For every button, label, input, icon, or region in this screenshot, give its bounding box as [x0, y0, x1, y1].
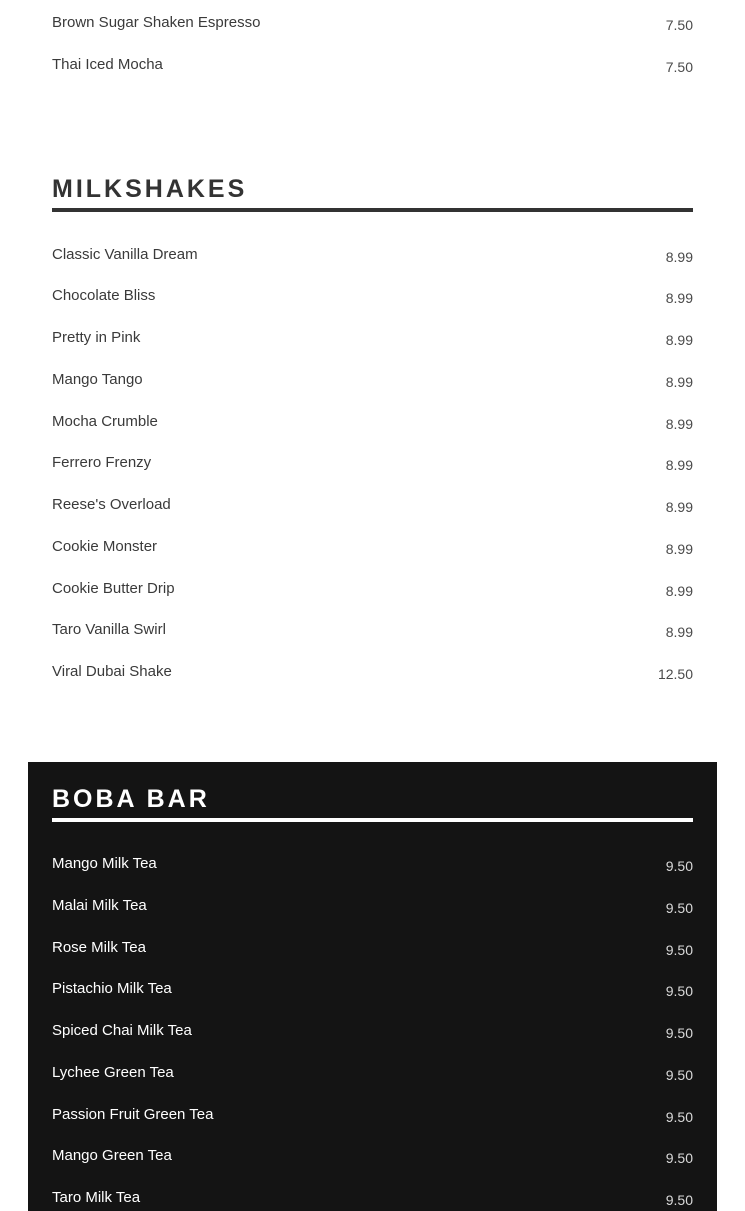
menu-item	[52, 493, 693, 517]
item-price: 8.99	[665, 290, 693, 306]
item-price: 9.50	[665, 858, 693, 874]
menu-item	[52, 852, 693, 876]
menu-item	[52, 1061, 693, 1085]
item-price: 8.99	[665, 499, 693, 515]
section-divider	[52, 208, 693, 212]
item-price: 8.99	[665, 332, 693, 348]
menu-item	[52, 1186, 693, 1210]
item-price: 8.99	[665, 457, 693, 473]
item-price: 7.50	[665, 59, 693, 75]
menu-item	[52, 936, 693, 960]
item-price: 9.50	[665, 942, 693, 958]
item-name: Mango Green Tea	[52, 1147, 172, 1164]
item-price: 9.50	[665, 1109, 693, 1125]
item-name: Passion Fruit Green Tea	[52, 1106, 214, 1123]
item-name: Malai Milk Tea	[52, 897, 147, 914]
menu-item	[52, 894, 693, 918]
item-name: Cookie Butter Drip	[52, 580, 175, 597]
item-name: Reese's Overload	[52, 496, 171, 513]
item-name: Brown Sugar Shaken Espresso	[52, 14, 261, 31]
section-title-milkshakes: MILKSHAKES	[52, 175, 248, 203]
item-price: 9.50	[665, 1067, 693, 1083]
item-price: 8.99	[665, 624, 693, 640]
menu-item	[52, 618, 693, 642]
item-name: Chocolate Bliss	[52, 287, 156, 304]
item-name: Mango Tango	[52, 371, 143, 388]
item-price: 9.50	[665, 1025, 693, 1041]
menu-item	[52, 284, 693, 308]
item-name: Ferrero Frenzy	[52, 454, 152, 471]
menu-item	[52, 1103, 693, 1127]
item-price: 8.99	[665, 541, 693, 557]
item-name: Taro Milk Tea	[52, 1189, 141, 1206]
item-price: 8.99	[665, 374, 693, 390]
menu-item	[52, 243, 693, 267]
item-price: 7.50	[665, 17, 693, 33]
menu-item	[52, 577, 693, 601]
menu-item	[52, 1144, 693, 1168]
item-price: 9.50	[665, 900, 693, 916]
menu-item	[52, 368, 693, 392]
section-divider	[52, 818, 693, 822]
item-name: Mango Milk Tea	[52, 855, 157, 872]
item-name: Viral Dubai Shake	[52, 663, 172, 680]
item-price: 8.99	[665, 583, 693, 599]
menu-item	[52, 11, 693, 35]
section-title-boba-bar: BOBA BAR	[52, 785, 210, 813]
item-price: 9.50	[665, 1150, 693, 1166]
menu-item	[52, 977, 693, 1001]
menu-item	[52, 535, 693, 559]
item-name: Lychee Green Tea	[52, 1064, 174, 1081]
menu-item	[52, 326, 693, 350]
menu-item	[52, 53, 693, 77]
item-name: Cookie Monster	[52, 538, 158, 555]
item-name: Thai Iced Mocha	[52, 56, 163, 73]
item-name: Taro Vanilla Swirl	[52, 621, 166, 638]
menu-item	[52, 660, 693, 684]
item-price: 8.99	[665, 416, 693, 432]
item-price: 12.50	[657, 666, 693, 682]
menu-item	[52, 410, 693, 434]
item-name: Spiced Chai Milk Tea	[52, 1022, 192, 1039]
item-price: 9.50	[665, 1192, 693, 1208]
item-name: Rose Milk Tea	[52, 939, 146, 956]
item-name: Mocha Crumble	[52, 413, 158, 430]
item-name: Pistachio Milk Tea	[52, 980, 172, 997]
menu-item	[52, 1019, 693, 1043]
item-name: Classic Vanilla Dream	[52, 246, 198, 263]
item-name: Pretty in Pink	[52, 329, 141, 346]
item-price: 9.50	[665, 983, 693, 999]
item-price: 8.99	[665, 249, 693, 265]
menu-item	[52, 451, 693, 475]
